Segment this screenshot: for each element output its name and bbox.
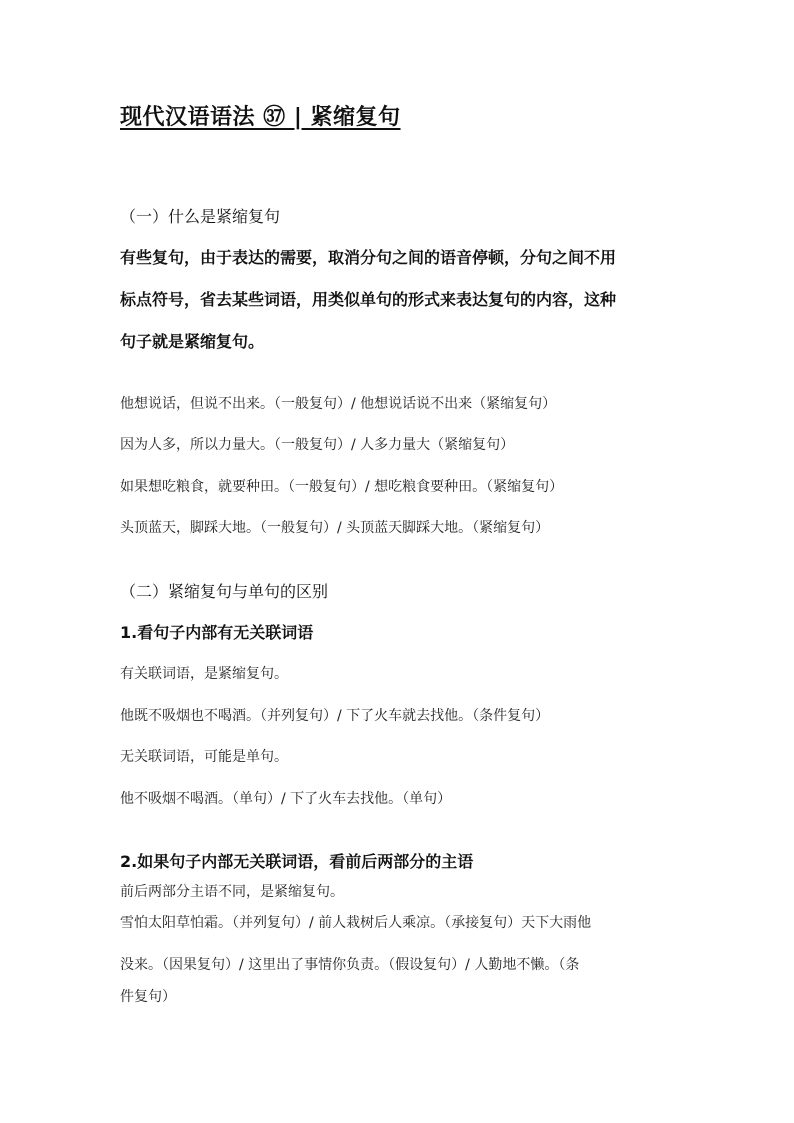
definition-line: 句子就是紧缩复句。 [120, 332, 265, 351]
point-1-line: 有关联词语，是紧缩复句。 [120, 666, 288, 682]
section-1-heading: （一）什么是紧缩复句 [120, 207, 281, 226]
section-2-heading: （二）紧缩复句与单句的区别 [120, 582, 329, 601]
point-1-line: 他既不吸烟也不喝酒。（并列复句）/ 下了火车就去找他。（条件复句） [120, 708, 550, 724]
point-2-heading: 2.如果句子内部无关联词语，看前后两部分的主语 [120, 852, 474, 871]
point-2-line: 雪怕太阳草怕霜。（并列复句）/ 前人栽树后人乘凉。（承接复句）天下大雨他 [120, 915, 592, 931]
definition-line: 有些复句，由于表达的需要，取消分句之间的语音停顿，分句之间不用 [120, 248, 617, 267]
example-line: 因为人多，所以力量大。（一般复句）/ 人多力量大（紧缩复句） [120, 437, 515, 453]
point-2-line: 件复句） [120, 989, 176, 1005]
point-2-line: 没来。（因果复句）/ 这里出了事情你负责。（假设复句）/ 人勤地不懒。（条 [120, 957, 580, 973]
example-line: 如果想吃粮食，就要种田。（一般复句）/ 想吃粮食要种田。（紧缩复句） [120, 479, 564, 495]
point-1-heading: 1.看句子内部有无关联词语 [120, 623, 314, 642]
definition-line: 标点符号，省去某些词语，用类似单句的形式来表达复句的内容，这种 [120, 290, 617, 309]
page-title: 现代汉语语法 ㊲ | 紧缩复句 [120, 105, 401, 130]
example-line: 他想说话，但说不出来。（一般复句）/ 他想说话说不出来（紧缩复句） [120, 396, 557, 412]
point-1-line: 他不吸烟不喝酒。（单句）/ 下了火车去找他。（单句） [120, 791, 452, 807]
example-line: 头顶蓝天，脚踩大地。（一般复句）/ 头顶蓝天脚踩大地。（紧缩复句） [120, 520, 550, 536]
point-1-line: 无关联词语，可能是单句。 [120, 749, 288, 765]
point-2-line: 前后两部分主语不同，是紧缩复句。 [120, 884, 344, 900]
